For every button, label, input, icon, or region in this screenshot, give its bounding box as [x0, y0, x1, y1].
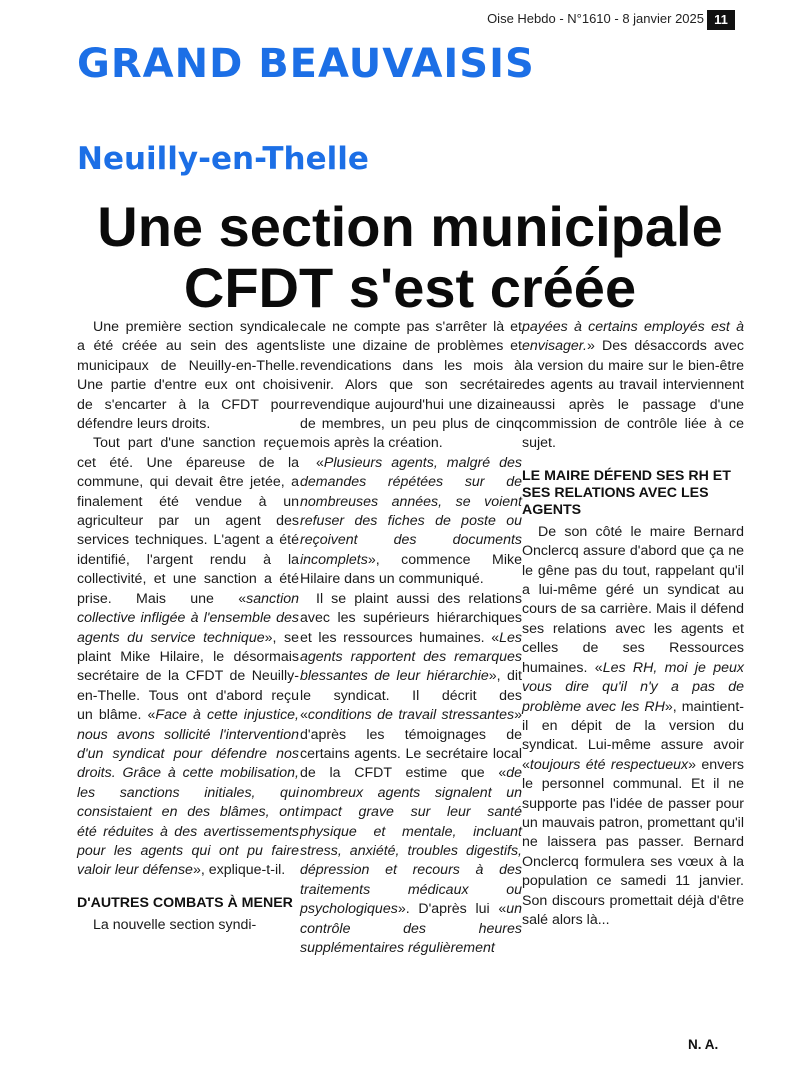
quote: Les agents rapportent des remarques blessantes de leur hiérarchie: [300, 629, 522, 685]
paragraph: cale ne compte pas s'arrêter là et liste une dizaine de problèmes et revendications dans les mois à venir. Alors que son secrétaire revendique aujourd'hui une dizaine de membres, un peu plus de cinq mois après la création.: [300, 319, 522, 452]
quote: conditions de travail stressantes: [307, 707, 515, 724]
article-column-2: [300, 318, 522, 958]
quote: Les RH, moi je peux vous dire qu'il n'y a pas de problème avec les RH: [522, 659, 744, 715]
paragraph: Il se plaint aussi des relations avec les supérieurs hiérarchiques et les ressources humaines. «Les agents rapportent des remarques blessantes de leur hiérarchie», dit le syndicat. Il décrit des «conditions de travail stressantes» d'après les témoignages de certains agents. Le secrétaire local de la CFDT estime que «de nombreux agents signalent un impact grave sur leur santé physique et mentale, incluant stress, anxiété, troubles digestifs, dépression et recours à des traitements médicaux ou psychologiques». D'après lui «un contrôle des heures supplémentaires régulièrement: [300, 590, 523, 956]
quote: de nombreux agents signalent un impact grave sur leur santé physique et mentale, incluant stress, anxiété, troubles digestifs, dépression et recours à des traitements médicaux ou psychologiques: [300, 765, 522, 918]
subheading: D'AUTRES COMBATS À MENER: [77, 894, 293, 911]
headline-line-1: Une section municipale: [97, 195, 723, 258]
paragraph: Une première section syndicale a été créée au sein des agents municipaux de Neuilly-en-Thelle. Une partie d'entre eux ont choisi de s'encarter à la CFDT pour défendre leurs droits.: [77, 319, 299, 433]
section-title: GRAND BEAUVAISIS: [77, 41, 535, 87]
paragraph: De son côté le maire Bernard Onclercq assure d'abord que ça ne le gêne pas du tout, rappelant qu'il a lui-même géré un syndicat au cours de sa carrière. Mais il défend ses relations avec les agents et celles de ses Ressources humaines. «Les RH, moi je peux vous dire qu'il n'y a pas de problème avec les RH», maintient-il en dépit de la version du syndicat. Lui-même assure avoir «toujours été respectueux» envers le personnel communal. Et il ne supporte pas l'idée de passer pour un mauvais patron, promettant qu'il ne laissera pas passer. Bernard Onclercq formulera ses vœux à la population ce samedi 11 janvier. Son discours promettait déjà d'être salé alors là...: [522, 523, 744, 928]
paragraph: «Plusieurs agents, malgré des demandes répétées sur de nombreuses années, se voient refuser des fiches de poste ou reçoivent des documents incomplets», commence Mike Hilaire dans un communiqué.: [300, 454, 522, 588]
masthead: Oise Hebdo - N°1610 - 8 janvier 2025: [487, 11, 704, 26]
paragraph: payées à certains employés est à envisager.» Des désaccords avec la version du maire sur le bien-être des agents au travail interviennent aussi après le passage d'une commission de contrôle liée à ce sujet.: [522, 319, 744, 452]
page-number: 11: [707, 10, 735, 30]
quote: toujours été respectueux: [529, 756, 689, 773]
paragraph: Tout part d'une sanction reçue cet été. Une épareuse de la commune, qui devait être jetée, a finalement été vendue à un agriculteur par un agent des services techniques. L'agent a été identifié, l'argent rendu à la collectivité, et une sanction a été prise. Mais une «sanction collective infligée à l'ensemble des agents du service technique», se plaint Mike Hilaire, le désormais secrétaire de la CFDT de Neuilly-en-Thelle. Tous ont d'abord reçu un blâme. «Face à cette injustice, nous avons sollicité l'intervention d'un syndicat pour défendre nos droits. Grâce à cette mobilisation, les sanctions initiales, qui consistaient en des blâmes, ont été réduites à des avertissements pour les agents qui ont pu faire valoir leur défense», explique-t-il.: [77, 435, 300, 879]
quote: sanction collective infligée à l'ensemble des agents du service technique: [77, 590, 299, 646]
headline: [60, 196, 760, 318]
location-kicker: Neuilly-en-Thelle: [77, 141, 369, 177]
quote: un contrôle des heures supplémentaires régulièrement: [300, 901, 522, 956]
quote: Face à cette injustice, nous avons sollicité l'intervention d'un syndicat pour défendre nos droits. Grâce à cette mobilisation, les sanctions initiales, qui consistaient en des blâmes, ont été réduites à des avertissements pour les agents qui ont pu faire valoir leur défense: [77, 707, 300, 879]
subheading: LE MAIRE DÉFEND SES RH ET SES RELATIONS AVEC LES AGENTS: [522, 467, 731, 518]
quote: Plusieurs agents, malgré des demandes répétées sur de nombreuses années, se voient refuser des fiches de poste ou reçoivent des documents incomplets: [300, 454, 522, 568]
quote: payées à certains employés est à envisager.: [522, 319, 744, 355]
author-signature: N. A.: [688, 1037, 719, 1052]
article-column-3: [522, 318, 744, 930]
article-column-1: [77, 318, 299, 935]
headline-line-2: CFDT s'est créée: [183, 256, 637, 319]
paragraph: La nouvelle section syndi-: [93, 916, 257, 933]
